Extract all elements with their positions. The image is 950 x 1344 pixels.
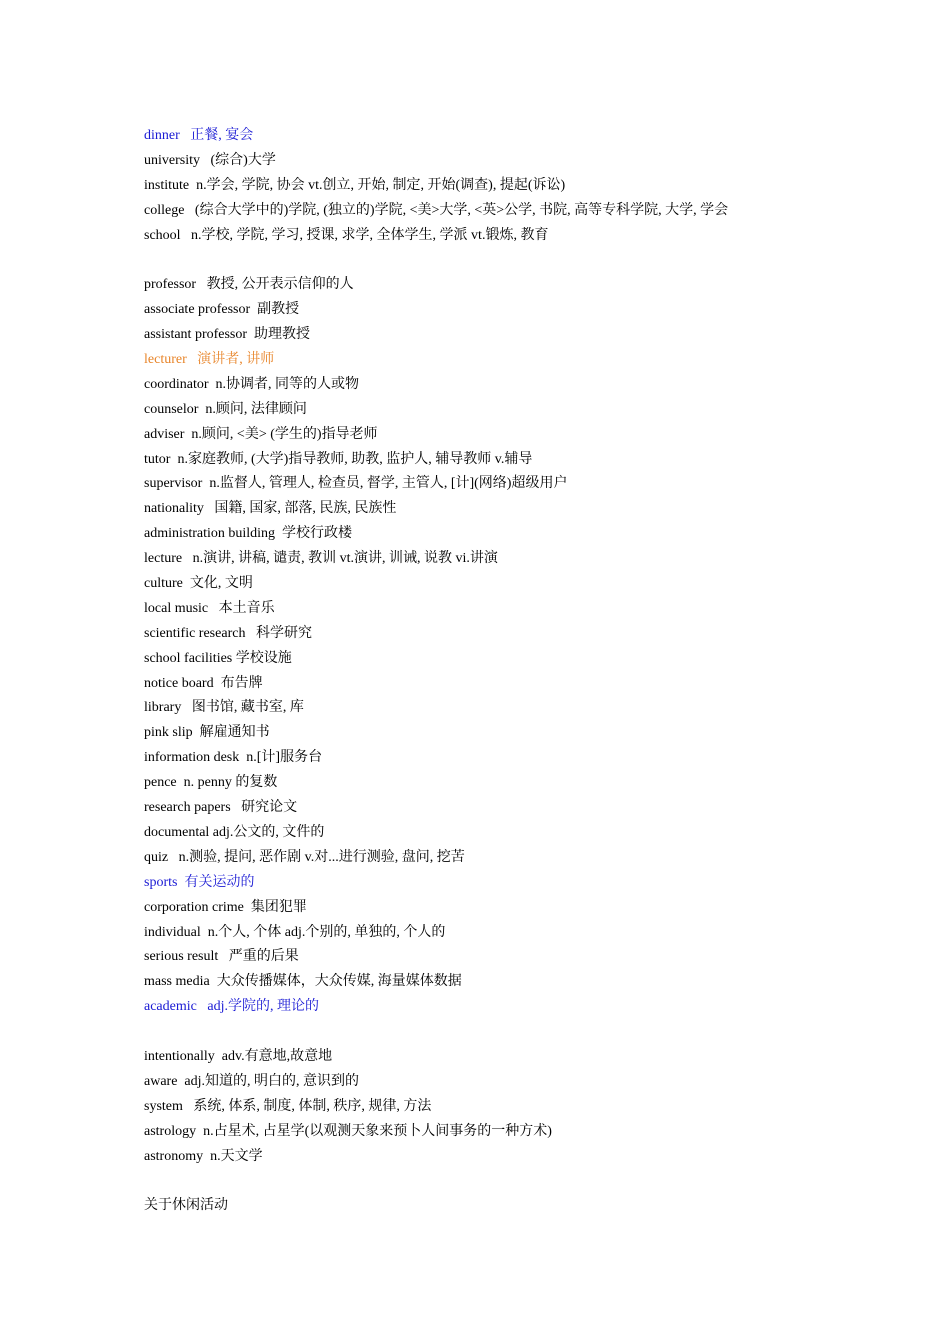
blank-line (144, 1169, 904, 1194)
vocab-line: academic adj.学院的, 理论的 (144, 999, 319, 1015)
vocab-line: college (综合大学中的)学院, (独立的)学院, <美>大学, <英>公学, 书院, 高等专科学院, 大学, 学会 (144, 202, 729, 218)
vocab-line: library 图书馆, 藏书室, 库 (144, 700, 304, 716)
vocab-line: supervisor n.监督人, 管理人, 检查员, 督学, 主管人, [计](网络)超级用户 (144, 476, 568, 492)
vocab-line: lecturer 演讲者, 讲师 (144, 352, 275, 368)
vocab-line: intentionally adv.有意地,故意地 (144, 1048, 333, 1064)
vocab-line: quiz n.测验, 提问, 恶作剧 v.对...进行测验, 盘问, 挖苦 (144, 849, 465, 865)
vocab-line: school facilities 学校设施 (144, 650, 292, 666)
vocab-line: assistant professor 助理教授 (144, 327, 311, 343)
vocab-line: administration building 学校行政楼 (144, 526, 353, 542)
vocab-line: aware adj.知道的, 明白的, 意识到的 (144, 1073, 360, 1089)
vocab-line: pence n. penny 的复数 (144, 775, 278, 791)
blank-line (144, 248, 904, 273)
vocab-line: school n.学校, 学院, 学习, 授课, 求学, 全体学生, 学派 vt.锻炼, 教育 (144, 227, 549, 243)
vocab-line: nationality 国籍, 国家, 部落, 民族, 民族性 (144, 501, 397, 517)
vocab-line: culture 文化, 文明 (144, 576, 253, 592)
vocab-line: adviser n.顾问, <美> (学生的)指导老师 (144, 426, 378, 442)
vocab-line: dinner 正餐, 宴会 (144, 128, 254, 143)
vocab-line: system 系统, 体系, 制度, 体制, 秩序, 规律, 方法 (144, 1098, 432, 1114)
vocab-line: corporation crime 集团犯罪 (144, 899, 307, 915)
vocab-line: tutor n.家庭教师, (大学)指导教师, 助教, 监护人, 辅导教师 v.辅导 (144, 451, 533, 467)
vocab-line: individual n.个人, 个体 adj.个别的, 单独的, 个人的 (144, 924, 446, 940)
vocab-line: scientific research 科学研究 (144, 625, 312, 641)
vocab-line: 关于休闲活动 (144, 1198, 228, 1214)
vocab-line: astronomy n.天文学 (144, 1148, 263, 1164)
document-page (144, 124, 904, 1219)
vocab-line: astrology n.占星术, 占星学(以观测天象来预卜人间事务的一种方术) (144, 1123, 552, 1139)
vocab-line: lecture n.演讲, 讲稿, 谴责, 教训 vt.演讲, 训诫, 说教 vi.讲演 (144, 551, 498, 567)
vocab-line: notice board 布告牌 (144, 675, 263, 691)
blank-line (144, 1020, 904, 1045)
vocab-line: pink slip 解雇通知书 (144, 725, 270, 741)
vocab-line: serious result 严重的后果 (144, 949, 299, 965)
vocab-line: documental adj.公文的, 文件的 (144, 824, 325, 840)
vocab-line: coordinator n.协调者, 同等的人或物 (144, 376, 360, 392)
vocab-line: sports 有关运动的 (144, 874, 255, 890)
vocab-line: information desk n.[计]服务台 (144, 750, 323, 766)
vocab-line: associate professor 副教授 (144, 302, 300, 318)
vocab-line: counselor n.顾问, 法律顾问 (144, 401, 307, 417)
vocab-line: university (综合)大学 (144, 152, 276, 168)
vocab-line: professor 教授, 公开表示信仰的人 (144, 277, 354, 293)
vocab-line: research papers 研究论文 (144, 800, 298, 816)
vocab-line: institute n.学会, 学院, 协会 vt.创立, 开始, 制定, 开始(调查), 提起(诉讼) (144, 177, 566, 193)
vocab-line: local music 本土音乐 (144, 600, 275, 616)
vocab-line: mass media 大众传播媒体，大众传媒, 海量媒体数据 (144, 974, 462, 990)
